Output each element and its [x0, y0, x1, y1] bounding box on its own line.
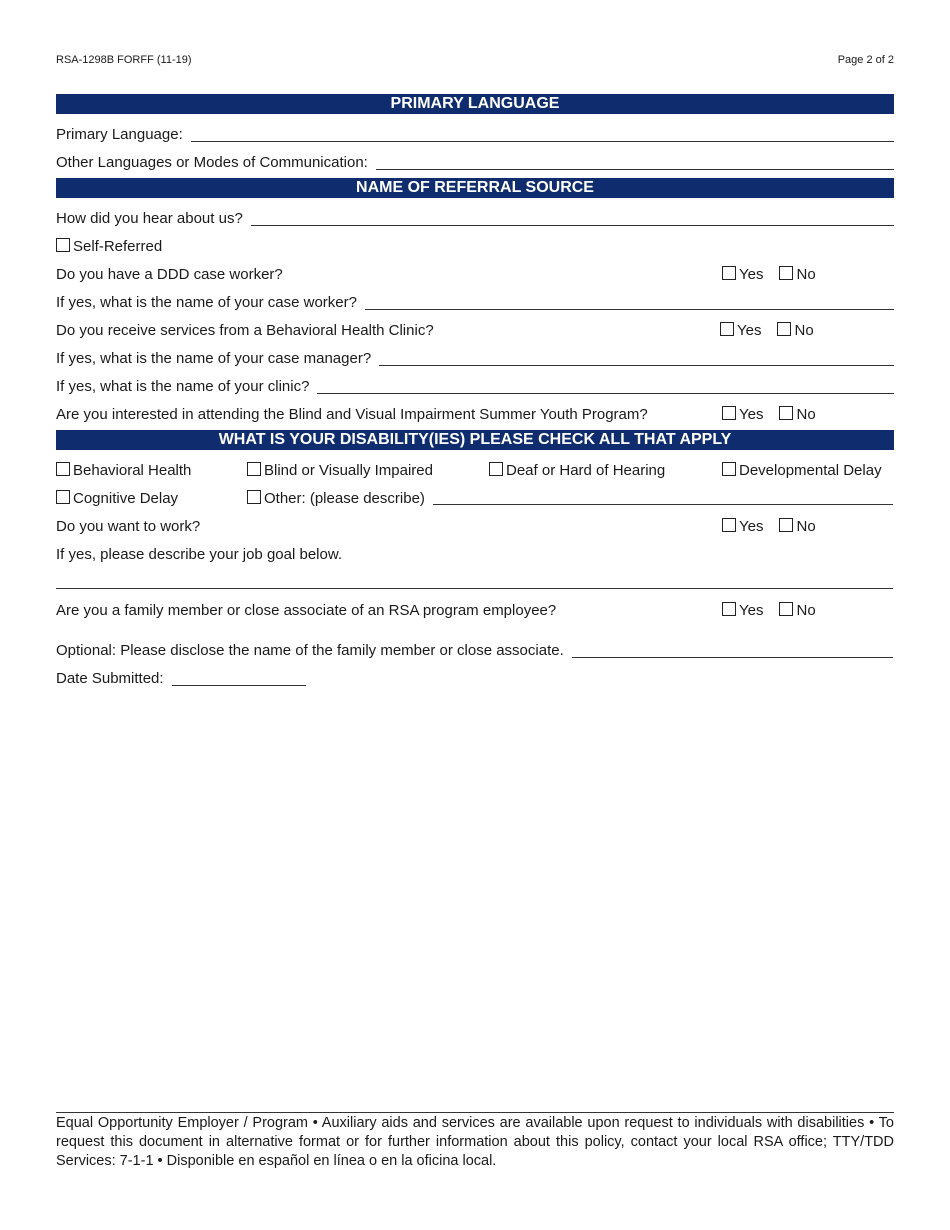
section-primary-language: PRIMARY LANGUAGE [56, 94, 894, 114]
date-submitted-input[interactable] [172, 671, 306, 686]
checkbox-box [722, 602, 736, 616]
blind-checkbox[interactable] [247, 462, 433, 479]
job-goal-label: If yes, please describe your job goal below. [56, 546, 343, 563]
other-languages-input[interactable] [376, 155, 894, 170]
checkbox-box [722, 406, 736, 420]
checkbox-box [779, 406, 793, 420]
checkbox-box [779, 602, 793, 616]
behavioral-clinic-label: Do you receive services from a Behavioral Health Clinic? [56, 322, 434, 339]
yes-label: Yes [739, 602, 764, 619]
primary-language-row [56, 126, 894, 144]
behavioral-health-label: Behavioral Health [73, 462, 192, 479]
developmental-delay-label: Developmental Delay [739, 462, 882, 479]
self-referred-checkbox[interactable] [56, 238, 162, 255]
clinic-name-input[interactable] [317, 379, 894, 394]
date-submitted-label: Date Submitted: [56, 670, 164, 687]
checkbox-box [722, 518, 736, 532]
other-languages-label: Other Languages or Modes of Communication: [56, 154, 368, 171]
no-label: No [796, 518, 816, 535]
section-disability: WHAT IS YOUR DISABILITY(IES) PLEASE CHECK ALL THAT APPLY [56, 430, 894, 450]
case-worker-input[interactable] [365, 295, 894, 310]
no-label: No [796, 266, 816, 283]
checkbox-box [777, 322, 791, 336]
checkbox-box [779, 518, 793, 532]
date-submitted-row [56, 670, 306, 688]
developmental-delay-checkbox[interactable] [722, 462, 882, 479]
other-disability-input[interactable] [433, 490, 893, 505]
primary-language-input[interactable] [191, 127, 894, 142]
yes-label: Yes [739, 406, 764, 423]
behavioral-health-checkbox[interactable] [56, 462, 191, 479]
ddd-yes-checkbox[interactable] [722, 266, 763, 283]
no-label: No [796, 406, 816, 423]
optional-name-row [56, 642, 893, 660]
other-disability-label: Other: (please describe) [264, 490, 425, 507]
want-work-label: Do you want to work? [56, 518, 201, 535]
summer-yes-no [722, 406, 816, 423]
blind-label: Blind or Visually Impaired [264, 462, 433, 479]
clinic-name-label: If yes, what is the name of your clinic? [56, 378, 310, 395]
case-manager-row [56, 350, 894, 368]
footer-notice: Equal Opportunity Employer / Program • Auxiliary aids and services are available upon request to individuals with disabilities • To request this document in alternative format or for further information about this policy, contact your local RSA office; TTY/TDD Services: 7-1-1 • Disponible en español en línea o en la oficina local. [56, 1112, 894, 1171]
checkbox-box [720, 322, 734, 336]
form-id: RSA-1298B FORFF (11-19) [56, 54, 192, 66]
deaf-checkbox[interactable] [489, 462, 665, 479]
clinic-name-row [56, 378, 894, 396]
cognitive-delay-label: Cognitive Delay [73, 490, 179, 507]
case-worker-label: If yes, what is the name of your case worker? [56, 294, 357, 311]
page-number: Page 2 of 2 [837, 54, 894, 66]
family-no-checkbox[interactable] [779, 602, 815, 619]
checkbox-box [247, 462, 261, 476]
yes-label: Yes [737, 322, 762, 339]
family-member-label: Are you a family member or close associate of an RSA program employee? [56, 602, 557, 619]
yes-label: Yes [739, 266, 764, 283]
job-goal-input[interactable] [56, 588, 893, 589]
checkbox-box [56, 490, 70, 504]
case-manager-label: If yes, what is the name of your case manager? [56, 350, 372, 367]
checkbox-box [56, 238, 70, 252]
summer-yes-checkbox[interactable] [722, 406, 763, 423]
family-yes-no [722, 602, 816, 619]
summer-no-checkbox[interactable] [779, 406, 815, 423]
optional-name-label: Optional: Please disclose the name of the family member or close associate. [56, 642, 564, 659]
clinic-no-checkbox[interactable] [777, 322, 813, 339]
checkbox-box [779, 266, 793, 280]
other-disability-row [247, 490, 893, 507]
other-languages-row [56, 154, 894, 172]
primary-language-label: Primary Language: [56, 126, 183, 143]
checkbox-box [722, 462, 736, 476]
ddd-case-worker-label: Do you have a DDD case worker? [56, 266, 283, 283]
work-yes-checkbox[interactable] [722, 518, 763, 535]
ddd-yes-no [722, 266, 816, 283]
deaf-label: Deaf or Hard of Hearing [506, 462, 666, 479]
checkbox-box [247, 490, 261, 504]
hear-about-row [56, 210, 894, 228]
case-worker-row [56, 294, 894, 312]
no-label: No [796, 602, 816, 619]
self-referred-label: Self-Referred [73, 238, 163, 255]
cognitive-delay-checkbox[interactable] [56, 490, 178, 507]
family-yes-checkbox[interactable] [722, 602, 763, 619]
checkbox-box [489, 462, 503, 476]
work-no-checkbox[interactable] [779, 518, 815, 535]
clinic-yes-no [720, 322, 814, 339]
yes-label: Yes [739, 518, 764, 535]
hear-about-input[interactable] [251, 211, 894, 226]
section-referral-source: NAME OF REFERRAL SOURCE [56, 178, 894, 198]
summer-youth-label: Are you interested in attending the Blind and Visual Impairment Summer Youth Program? [56, 406, 648, 423]
checkbox-box [722, 266, 736, 280]
checkbox-box [56, 462, 70, 476]
no-label: No [794, 322, 814, 339]
clinic-yes-checkbox[interactable] [720, 322, 761, 339]
ddd-no-checkbox[interactable] [779, 266, 815, 283]
case-manager-input[interactable] [379, 351, 894, 366]
hear-about-label: How did you hear about us? [56, 210, 243, 227]
work-yes-no [722, 518, 816, 535]
optional-name-input[interactable] [572, 643, 893, 658]
other-disability-checkbox[interactable] [247, 490, 425, 507]
